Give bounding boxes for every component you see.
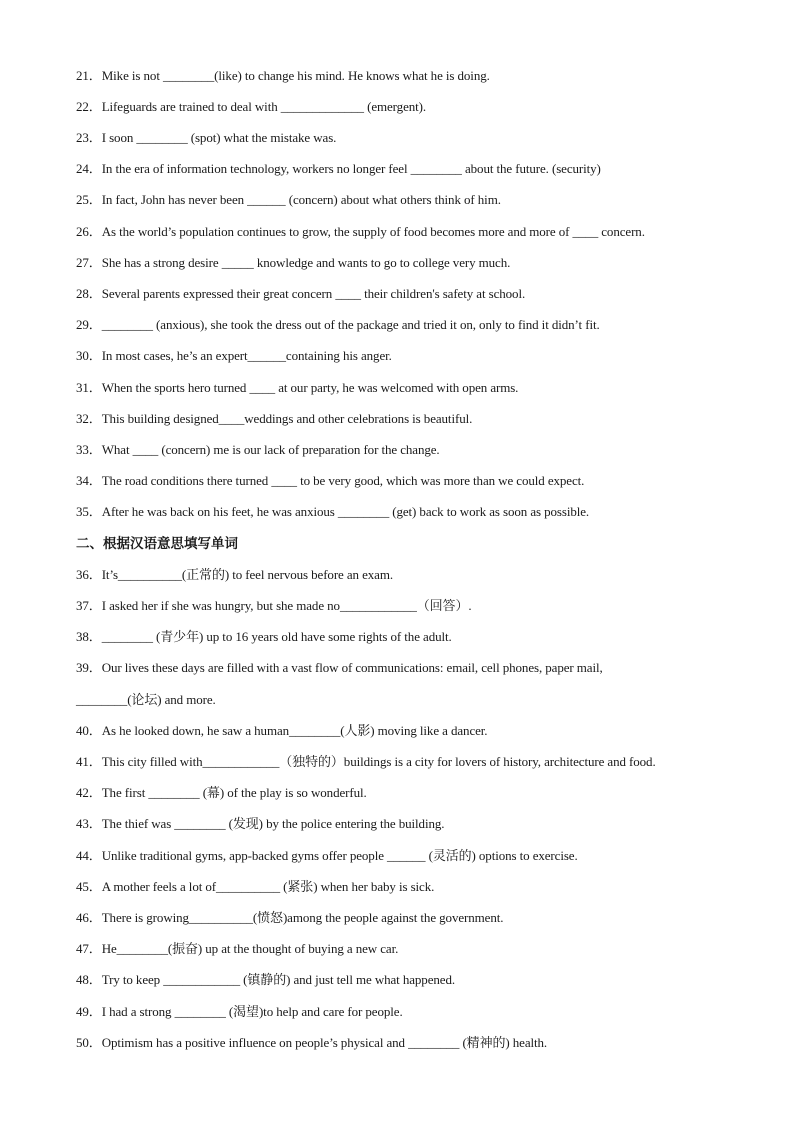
question-28 [76, 286, 525, 302]
question-41 [76, 754, 656, 770]
question-31 [76, 380, 518, 396]
question-42 [76, 785, 367, 801]
question-text: This building designed____weddings and other celebrations is beautiful. [101, 411, 473, 426]
question-number: 43． [76, 816, 102, 831]
question-number: 27． [76, 255, 102, 270]
question-32 [76, 411, 472, 427]
question-number: 34． [76, 473, 102, 488]
question-number: 31． [76, 380, 102, 395]
question-number: 41． [76, 754, 102, 769]
question-text: The thief was ________ (发现) by the police entering the building. [101, 816, 445, 831]
question-number: 26． [76, 224, 102, 239]
question-45 [76, 879, 434, 895]
question-21 [76, 68, 490, 84]
question-39-continued [76, 692, 216, 708]
question-26 [76, 224, 645, 240]
question-27 [76, 255, 510, 271]
question-29 [76, 317, 600, 333]
question-text: This city filled with____________（独特的）buildings is a city for lovers of history, architecture and food. [101, 754, 656, 769]
question-number: 50． [76, 1035, 102, 1050]
question-text: Optimism has a positive influence on people’s physical and ________ (精神的) health. [101, 1035, 548, 1050]
question-number: 37． [76, 598, 102, 613]
question-text: Several parents expressed their great concern ____ their children's safety at school. [101, 286, 526, 301]
question-text: Mike is not ________(like) to change his mind. He knows what he is doing. [101, 68, 490, 83]
question-number: 38． [76, 629, 102, 644]
question-46 [76, 910, 503, 926]
question-39 [76, 660, 603, 676]
question-43 [76, 816, 444, 832]
question-number: 28． [76, 286, 102, 301]
question-33 [76, 442, 440, 458]
question-40 [76, 723, 487, 739]
question-number: 42． [76, 785, 102, 800]
question-text: The road conditions there turned ____ to be very good, which was more than we could expect. [101, 473, 585, 488]
question-text: ________(论坛) and more. [76, 692, 216, 707]
question-text: I asked her if she was hungry, but she made no____________（回答）. [101, 598, 472, 613]
question-text: ________ (anxious), she took the dress out of the package and tried it on, only to find it didn’t fit. [101, 317, 600, 332]
question-text: In the era of information technology, workers no longer feel ________ about the future. (security) [101, 161, 601, 176]
question-number: 30． [76, 348, 102, 363]
question-text: ________ (青少年) up to 16 years old have some rights of the adult. [101, 629, 452, 644]
question-37 [76, 598, 472, 614]
question-number: 25． [76, 192, 102, 207]
question-34 [76, 473, 584, 489]
question-number: 45． [76, 879, 102, 894]
question-text: I had a strong ________ (渴望)to help and care for people. [101, 1004, 403, 1019]
question-number: 23． [76, 130, 102, 145]
question-23 [76, 130, 336, 146]
question-text: When the sports hero turned ____ at our party, he was welcomed with open arms. [101, 380, 519, 395]
question-text: She has a strong desire _____ knowledge and wants to go to college very much. [101, 255, 511, 270]
question-number: 40． [76, 723, 102, 738]
question-text: Unlike traditional gyms, app-backed gyms offer people ______ (灵活的) options to exercise. [101, 848, 578, 863]
question-number: 24． [76, 161, 102, 176]
question-number: 33． [76, 442, 102, 457]
question-30 [76, 348, 392, 364]
question-number: 48． [76, 972, 102, 987]
question-25 [76, 192, 501, 208]
question-50 [76, 1035, 547, 1051]
question-number: 46． [76, 910, 102, 925]
question-36 [76, 567, 393, 583]
question-text: It’s__________(正常的) to feel nervous before an exam. [101, 567, 393, 582]
question-48 [76, 972, 455, 988]
question-number: 21． [76, 68, 102, 83]
question-text: What ____ (concern) me is our lack of preparation for the change. [101, 442, 440, 457]
section-heading: 二、根据汉语意思填写单词 [76, 536, 238, 552]
question-text: As the world’s population continues to grow, the supply of food becomes more and more of ____ concern. [101, 224, 645, 239]
question-number: 49． [76, 1004, 102, 1019]
question-number: 32． [76, 411, 102, 426]
question-49 [76, 1004, 403, 1020]
question-text: In most cases, he’s an expert______containing his anger. [101, 348, 392, 363]
question-44 [76, 848, 578, 864]
question-number: 35． [76, 504, 102, 519]
question-number: 29． [76, 317, 102, 332]
question-38 [76, 629, 452, 645]
question-text: As he looked down, he saw a human________(人影) moving like a dancer. [101, 723, 488, 738]
question-35 [76, 504, 589, 520]
question-text: A mother feels a lot of__________ (紧张) when her baby is sick. [101, 879, 435, 894]
question-text: There is growing__________(愤怒)among the people against the government. [101, 910, 504, 925]
question-text: I soon ________ (spot) what the mistake was. [101, 130, 337, 145]
question-number: 22． [76, 99, 102, 114]
question-text: In fact, John has never been ______ (concern) about what others think of him. [101, 192, 501, 207]
question-text: Try to keep ____________ (镇静的) and just tell me what happened. [101, 972, 455, 987]
question-text: Our lives these days are filled with a vast flow of communications: email, cell phones, paper mail, [101, 660, 603, 675]
question-text: The first ________ (幕) of the play is so wonderful. [101, 785, 367, 800]
question-number: 36． [76, 567, 102, 582]
question-47 [76, 941, 398, 957]
question-24 [76, 161, 601, 177]
question-text: He________(振奋) up at the thought of buying a new car. [101, 941, 399, 956]
question-22 [76, 99, 426, 115]
question-number: 39． [76, 660, 102, 675]
question-text: After he was back on his feet, he was anxious ________ (get) back to work as soon as possible. [101, 504, 590, 519]
question-number: 47． [76, 941, 102, 956]
question-text: Lifeguards are trained to deal with _____________ (emergent). [101, 99, 427, 114]
question-number: 44． [76, 848, 102, 863]
